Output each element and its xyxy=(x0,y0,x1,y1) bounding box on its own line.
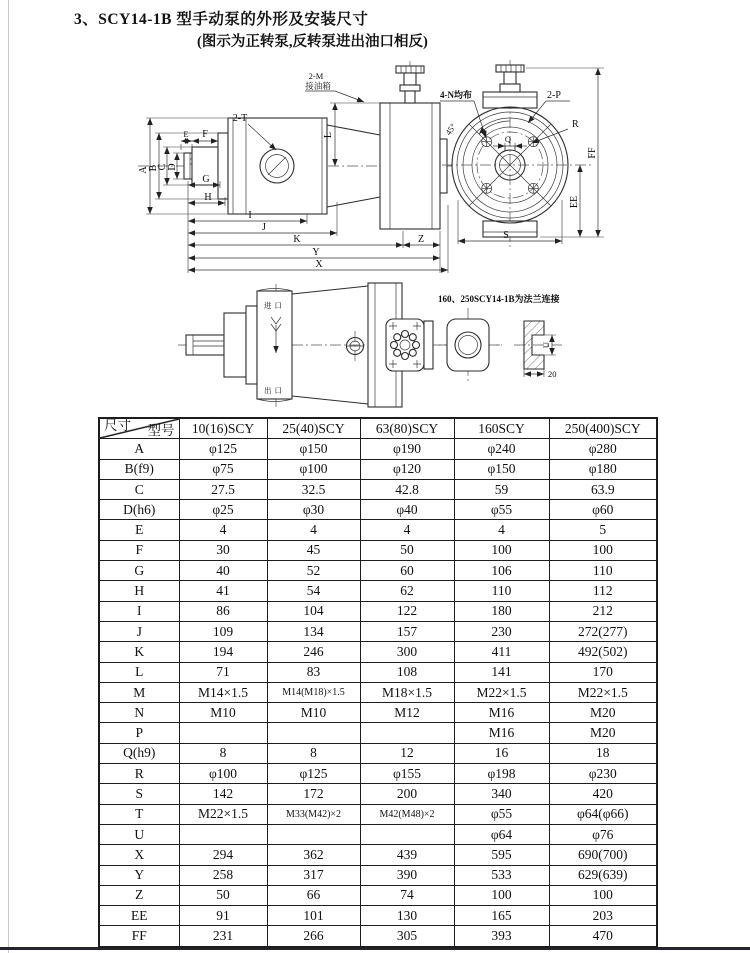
value-cell: 231 xyxy=(179,926,267,947)
value-cell: φ280 xyxy=(549,439,657,459)
value-cell: φ76 xyxy=(549,824,657,844)
value-cell: 305 xyxy=(360,926,454,947)
value-cell: 100 xyxy=(549,540,657,560)
value-cell: 74 xyxy=(360,885,454,905)
value-cell: 390 xyxy=(360,865,454,885)
dim-label-y: Y xyxy=(312,247,320,258)
value-cell: φ230 xyxy=(549,764,657,784)
value-cell: 101 xyxy=(267,906,360,926)
dim-label-e: E xyxy=(183,129,189,139)
value-cell: 203 xyxy=(549,906,657,926)
inlet-label: 进口 xyxy=(264,301,285,310)
dim-cell: H xyxy=(99,581,179,601)
table-row xyxy=(99,439,657,459)
end-view xyxy=(440,60,604,247)
value-cell xyxy=(267,824,360,844)
dimension-table xyxy=(98,417,658,948)
value-cell: 157 xyxy=(360,621,454,641)
value-cell: 42.8 xyxy=(360,479,454,499)
dim-cell: P xyxy=(99,723,179,743)
table-row xyxy=(99,824,657,844)
value-cell: 134 xyxy=(267,621,360,641)
table-row xyxy=(99,804,657,824)
model-header-cell: 160SCY xyxy=(454,418,549,439)
table-row xyxy=(99,845,657,865)
value-cell: 246 xyxy=(267,642,360,662)
value-cell: 180 xyxy=(454,601,549,621)
value-cell: 110 xyxy=(454,581,549,601)
value-cell: M22×1.5 xyxy=(549,682,657,702)
value-cell: 411 xyxy=(454,642,549,662)
value-cell: M12 xyxy=(360,703,454,723)
value-cell: 5 xyxy=(549,520,657,540)
table-row xyxy=(99,865,657,885)
value-cell: φ55 xyxy=(454,500,549,520)
model-header-cell: 250(400)SCY xyxy=(549,418,657,439)
value-cell: φ100 xyxy=(179,764,267,784)
flange-note: 160、250SCY14-1B为法兰连接 xyxy=(438,294,560,304)
value-cell: 130 xyxy=(360,906,454,926)
dim-cell: I xyxy=(99,601,179,621)
value-cell: 170 xyxy=(549,662,657,682)
value-cell: 122 xyxy=(360,601,454,621)
value-cell: M20 xyxy=(549,723,657,743)
value-cell: 533 xyxy=(454,865,549,885)
table-row xyxy=(99,581,657,601)
table-row xyxy=(99,743,657,763)
value-cell: φ60 xyxy=(549,500,657,520)
value-cell: φ64 xyxy=(454,824,549,844)
model-header-cell: 25(40)SCY xyxy=(267,418,360,439)
value-cell: 340 xyxy=(454,784,549,804)
dim-cell: EE xyxy=(99,906,179,926)
value-cell: φ125 xyxy=(267,764,360,784)
value-cell: 172 xyxy=(267,784,360,804)
value-cell: M42(M48)×2 xyxy=(360,804,454,824)
radius-label: R xyxy=(572,119,579,130)
value-cell: φ75 xyxy=(179,459,267,479)
pump-technical-drawing xyxy=(0,55,750,417)
value-cell: M14(M18)×1.5 xyxy=(267,682,360,702)
value-cell: 4 xyxy=(179,520,267,540)
dim-label-l: L xyxy=(323,131,334,139)
value-cell: 32.5 xyxy=(267,479,360,499)
table-row xyxy=(99,885,657,905)
value-cell: 317 xyxy=(267,865,360,885)
value-cell: 4 xyxy=(267,520,360,540)
value-cell: M10 xyxy=(179,703,267,723)
flange-detail xyxy=(436,293,562,382)
value-cell: 4 xyxy=(454,520,549,540)
dim-label-i: I xyxy=(248,210,252,221)
dim-cell: T xyxy=(99,804,179,824)
table-row xyxy=(99,459,657,479)
value-cell: 54 xyxy=(267,581,360,601)
dim-cell: L xyxy=(99,662,179,682)
table-row xyxy=(99,500,657,520)
dim-cell: E xyxy=(99,520,179,540)
value-cell: 690(700) xyxy=(549,845,657,865)
value-cell: 50 xyxy=(360,540,454,560)
value-cell: 109 xyxy=(179,621,267,641)
dim-label-k: K xyxy=(293,234,301,245)
value-cell: 40 xyxy=(179,561,267,581)
value-cell: 300 xyxy=(360,642,454,662)
value-cell xyxy=(179,824,267,844)
value-cell: 86 xyxy=(179,601,267,621)
value-cell: 272(277) xyxy=(549,621,657,641)
value-cell: 629(639) xyxy=(549,865,657,885)
dim-label-d: D xyxy=(167,163,178,171)
dim-cell: U xyxy=(99,824,179,844)
dim-label-ee: EE xyxy=(569,195,580,209)
value-cell: φ40 xyxy=(360,500,454,520)
dim-cell: M xyxy=(99,682,179,702)
value-cell: 59 xyxy=(454,479,549,499)
value-cell: 104 xyxy=(267,601,360,621)
value-cell: 27.5 xyxy=(179,479,267,499)
table-row xyxy=(99,479,657,499)
table-row xyxy=(99,621,657,641)
dim-label-z: Z xyxy=(417,234,425,245)
dim-label-s: S xyxy=(503,230,509,241)
value-cell: 100 xyxy=(454,885,549,905)
dim-label-c: C xyxy=(157,163,168,171)
dim-label-f: F xyxy=(202,129,208,140)
table-row xyxy=(99,906,657,926)
table-row xyxy=(99,540,657,560)
page-subtitle: (图示为正转泵,反转泵进出油口相反) xyxy=(197,34,428,50)
value-cell: φ120 xyxy=(360,459,454,479)
value-cell xyxy=(179,723,267,743)
value-cell: φ198 xyxy=(454,764,549,784)
value-cell: 420 xyxy=(549,784,657,804)
dim-label-j: J xyxy=(262,222,266,233)
value-cell: 165 xyxy=(454,906,549,926)
dim-cell: Y xyxy=(99,865,179,885)
side-port-label: 2-T xyxy=(232,113,248,124)
value-cell: φ100 xyxy=(267,459,360,479)
value-cell: 16 xyxy=(454,743,549,763)
table-row xyxy=(99,926,657,947)
table-row xyxy=(99,561,657,581)
bolt-pattern-note: 4-N均布 xyxy=(440,90,472,100)
value-cell xyxy=(360,723,454,743)
value-cell: 8 xyxy=(267,743,360,763)
angle-label: 45° xyxy=(443,121,459,138)
value-cell: φ240 xyxy=(454,439,549,459)
dim-cell: Z xyxy=(99,885,179,905)
value-cell: M33(M42)×2 xyxy=(267,804,360,824)
dim-label-x: X xyxy=(315,259,323,270)
value-cell: 112 xyxy=(549,581,657,601)
value-cell: 8 xyxy=(179,743,267,763)
value-cell: M16 xyxy=(454,723,549,743)
dim-cell: X xyxy=(99,845,179,865)
model-header-cell: 63(80)SCY xyxy=(360,418,454,439)
dim-cell: Q(h9) xyxy=(99,743,179,763)
value-cell: 110 xyxy=(549,561,657,581)
value-cell: M22×1.5 xyxy=(179,804,267,824)
dim-cell: K xyxy=(99,642,179,662)
value-cell: φ30 xyxy=(267,500,360,520)
value-cell: 595 xyxy=(454,845,549,865)
value-cell: 194 xyxy=(179,642,267,662)
value-cell: 492(502) xyxy=(549,642,657,662)
value-cell: 63.9 xyxy=(549,479,657,499)
value-cell: φ180 xyxy=(549,459,657,479)
value-cell: 470 xyxy=(549,926,657,947)
header-model-label: 型号 xyxy=(147,423,175,439)
value-cell: 106 xyxy=(454,561,549,581)
table-row xyxy=(99,520,657,540)
value-cell: M20 xyxy=(549,703,657,723)
value-cell: 71 xyxy=(179,662,267,682)
value-cell: φ55 xyxy=(454,804,549,824)
dim-cell: S xyxy=(99,784,179,804)
value-cell: 18 xyxy=(549,743,657,763)
value-cell: 142 xyxy=(179,784,267,804)
value-cell: 212 xyxy=(549,601,657,621)
table-header-row xyxy=(99,418,657,439)
page-title: 3、SCY14-1B 型手动泵的外形及安装尺寸 xyxy=(74,11,369,28)
value-cell: 294 xyxy=(179,845,267,865)
value-cell: 91 xyxy=(179,906,267,926)
header-dim-label: 尺寸 xyxy=(104,418,131,433)
value-cell: 141 xyxy=(454,662,549,682)
dim-cell: C xyxy=(99,479,179,499)
table-row xyxy=(99,682,657,702)
dim-cell: A xyxy=(99,439,179,459)
value-cell: φ150 xyxy=(267,439,360,459)
value-cell xyxy=(267,723,360,743)
value-cell: φ64(φ66) xyxy=(549,804,657,824)
dim-label-b: B xyxy=(148,164,159,172)
value-cell: 100 xyxy=(549,885,657,905)
dim-cell: R xyxy=(99,764,179,784)
value-cell: φ190 xyxy=(360,439,454,459)
model-header-cell: 10(16)SCY xyxy=(179,418,267,439)
dim-label-u: U xyxy=(541,341,551,349)
value-cell: 41 xyxy=(179,581,267,601)
value-cell: M16 xyxy=(454,703,549,723)
dim-cell: J xyxy=(99,621,179,641)
end-port-label: 2-P xyxy=(547,90,561,101)
value-cell: 12 xyxy=(360,743,454,763)
dim-cell: F xyxy=(99,540,179,560)
value-cell: 66 xyxy=(267,885,360,905)
dim-cell: N xyxy=(99,703,179,723)
value-cell: 230 xyxy=(454,621,549,641)
oil-port-note-line2: 接油箱 xyxy=(305,81,331,91)
value-cell: 362 xyxy=(267,845,360,865)
dim-label-a: A xyxy=(138,166,149,174)
value-cell: M18×1.5 xyxy=(360,682,454,702)
value-cell: 30 xyxy=(179,540,267,560)
value-cell: φ155 xyxy=(360,764,454,784)
dim-label-ff: FF xyxy=(587,147,598,159)
dim-label-g: G xyxy=(202,174,210,185)
value-cell: φ125 xyxy=(179,439,267,459)
value-cell: M10 xyxy=(267,703,360,723)
value-cell: 52 xyxy=(267,561,360,581)
value-cell: φ150 xyxy=(454,459,549,479)
value-cell: 45 xyxy=(267,540,360,560)
dim-label-h: H xyxy=(204,192,212,203)
table-row xyxy=(99,703,657,723)
table-row xyxy=(99,662,657,682)
value-cell: 83 xyxy=(267,662,360,682)
table-row xyxy=(99,601,657,621)
value-cell: 4 xyxy=(360,520,454,540)
table-row xyxy=(99,784,657,804)
outlet-label: 出口 xyxy=(264,386,285,395)
value-cell: 62 xyxy=(360,581,454,601)
table-row xyxy=(99,723,657,743)
dim-cell: D(h6) xyxy=(99,500,179,520)
table-header-dim-model xyxy=(99,418,179,439)
table-row xyxy=(99,642,657,662)
value-cell: 393 xyxy=(454,926,549,947)
value-cell: M14×1.5 xyxy=(179,682,267,702)
dim-label-q: Q xyxy=(504,134,512,144)
side-view xyxy=(138,61,452,273)
oil-port-note-line1: 2-M xyxy=(308,71,324,81)
dim-cell: G xyxy=(99,561,179,581)
value-cell: 50 xyxy=(179,885,267,905)
dim-cell: B(f9) xyxy=(99,459,179,479)
value-cell: 258 xyxy=(179,865,267,885)
value-cell xyxy=(360,824,454,844)
value-cell: 266 xyxy=(267,926,360,947)
dim-cell: FF xyxy=(99,926,179,947)
dim-label-20: 20 xyxy=(548,369,557,379)
value-cell: 200 xyxy=(360,784,454,804)
value-cell: 108 xyxy=(360,662,454,682)
value-cell: 60 xyxy=(360,561,454,581)
table-row xyxy=(99,764,657,784)
value-cell: 100 xyxy=(454,540,549,560)
value-cell: 439 xyxy=(360,845,454,865)
value-cell: M22×1.5 xyxy=(454,682,549,702)
value-cell: φ25 xyxy=(179,500,267,520)
